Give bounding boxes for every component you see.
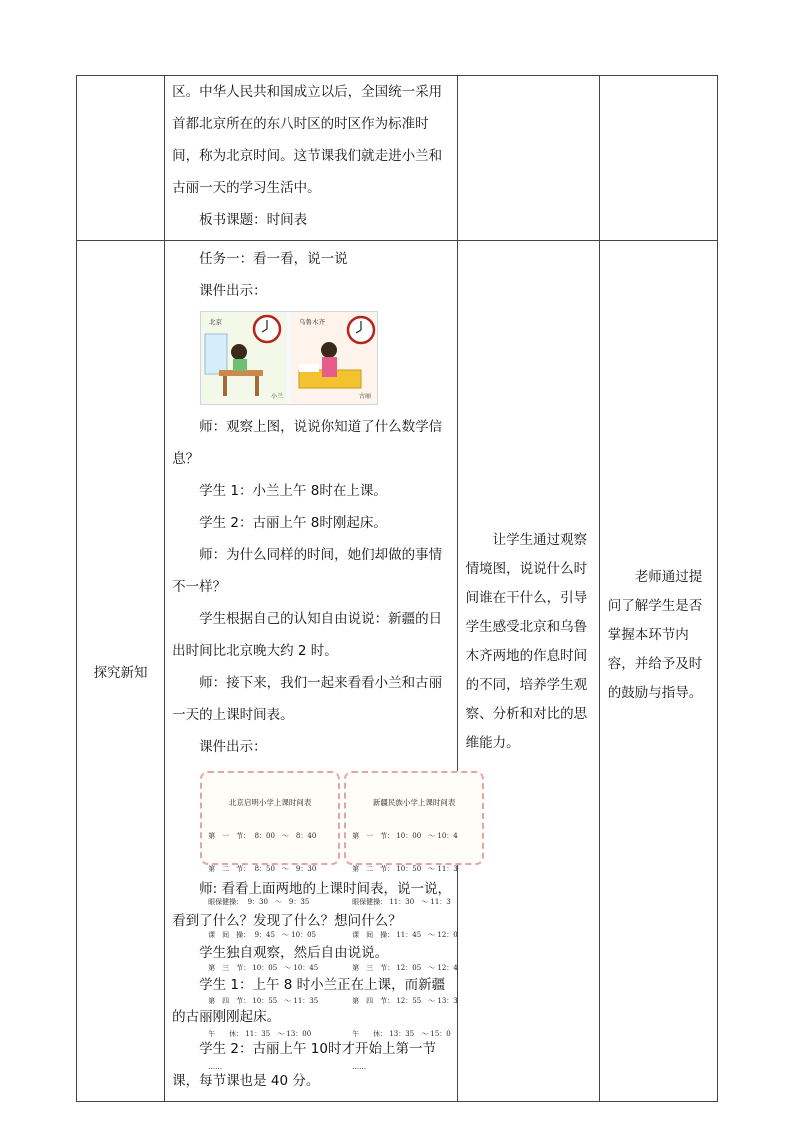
paragraph: 学生 2：古丽上午 10时才开始上第一节课，每节课也是 40 分。 xyxy=(172,1041,436,1089)
paragraph: 师：为什么同样的时间，她们却做的事情不一样？ xyxy=(172,547,443,595)
evaluation-cell xyxy=(599,241,717,1102)
process-cell xyxy=(165,241,457,1102)
timetable-row: 眼保健操： 11：30 ～ 11：3 xyxy=(352,898,451,906)
paragraph: 学生 1：小兰上午 8时在上课。 xyxy=(199,483,387,499)
timetable-row: 午 休： 13：35 ～ 15：0 xyxy=(352,1030,451,1038)
timetable-title: 北京启明小学上课时间表 xyxy=(228,798,312,807)
timetable-row: 课 间 操： 9：45 ～ 10：05 xyxy=(208,931,316,939)
paragraph: 师：观察上图，说说你知道了什么数学信息？ xyxy=(172,419,443,467)
scene-illustration xyxy=(200,311,378,405)
design-intent-cell xyxy=(457,241,599,1102)
process-cell xyxy=(165,76,457,241)
eval-cell-empty xyxy=(599,76,717,241)
table-row xyxy=(77,76,718,241)
timetable-xinjiang xyxy=(344,771,484,1071)
paragraph: 课件出示： xyxy=(199,283,267,299)
timetable-row: 课 间 操： 11：45 ～ 12：0 xyxy=(352,931,458,939)
paragraph: 学生根据自己的认知自由说说：新疆的日出时间比北京晚大约 2 时。 xyxy=(172,611,443,659)
design-intent-text: 让学生通过观察情境图，说说什么时间谁在干什么，引导学生感受北京和乌鲁木齐两地的作息时间的不同，培养学生观察、分析和对比的思维能力。 xyxy=(465,532,588,751)
task-title: 任务一：看一看，说一说 xyxy=(199,251,348,267)
stage-cell-empty xyxy=(77,76,165,241)
paragraph: 学生 1：上午 8 时小兰正在上课，而新疆的古丽刚刚起床。 xyxy=(172,977,446,1025)
paragraph: 师：接下来，我们一起来看看小兰和古丽一天的上课时间表。 xyxy=(172,675,443,723)
timetable-row: 第 一 节： 8：00 ～ 8：40 xyxy=(208,832,317,840)
timetable-row: 眼保健操： 9：30 ～ 9：35 xyxy=(208,898,310,906)
timetable-row: 第 四 节： 10：55 ～ 11：35 xyxy=(208,997,319,1005)
timetable-row: …… xyxy=(208,1063,223,1071)
timetable-row: 午 休： 11：35 ～ 13：00 xyxy=(208,1030,312,1038)
timetable-row: 第 二 节： 10：50 ～ 11：3 xyxy=(352,865,458,873)
scene-image xyxy=(201,312,377,404)
timetable-row: 第 三 节： 12：05 ～ 12：4 xyxy=(352,964,458,972)
timetable-title: 新疆民族小学上课时间表 xyxy=(372,798,456,807)
table-row xyxy=(77,241,718,1102)
label-urumqi: 乌鲁木齐 xyxy=(299,318,326,326)
paragraph: 学生独自观察，然后自由说说。 xyxy=(199,945,389,961)
lesson-plan-table xyxy=(76,75,718,1102)
label-beijing: 北京 xyxy=(209,318,223,326)
paragraph: 板书课题：时间表 xyxy=(199,212,308,228)
paragraph: 区。中华人民共和国成立以后，全国统一采用首都北京所在的东八时区的时区作为标准时间，称为北京时间。这节课我们就走进小兰和古丽一天的学习生活中。 xyxy=(172,84,443,196)
paragraph: 课件出示： xyxy=(199,739,267,755)
paragraph: 学生 2：古丽上午 8时刚起床。 xyxy=(199,515,387,531)
label-guli: 古丽 xyxy=(359,393,372,400)
stage-cell: 探究新知 xyxy=(77,241,165,1102)
timetable-row: 第 三 节： 10：05 ～ 10：45 xyxy=(208,964,319,972)
label-xiaolan: 小兰 xyxy=(271,393,284,400)
design-cell-empty xyxy=(457,76,599,241)
timetable-row: 第 一 节： 10：00 ～ 10：4 xyxy=(352,832,458,840)
timetable-row: 第 四 节： 12：55 ～ 13：3 xyxy=(352,997,458,1005)
timetable-row: 第 二 节： 8：50 ～ 9：30 xyxy=(208,865,317,873)
timetable-row: …… xyxy=(352,1063,367,1071)
paragraph: 师: 看看上面两地的上课时间表，说一说，看到了什么？发现了什么？想问什么？ xyxy=(172,881,451,929)
evaluation-text: 老师通过提问了解学生是否掌握本环节内容，并给予及时的鼓励与指导。 xyxy=(607,569,703,701)
